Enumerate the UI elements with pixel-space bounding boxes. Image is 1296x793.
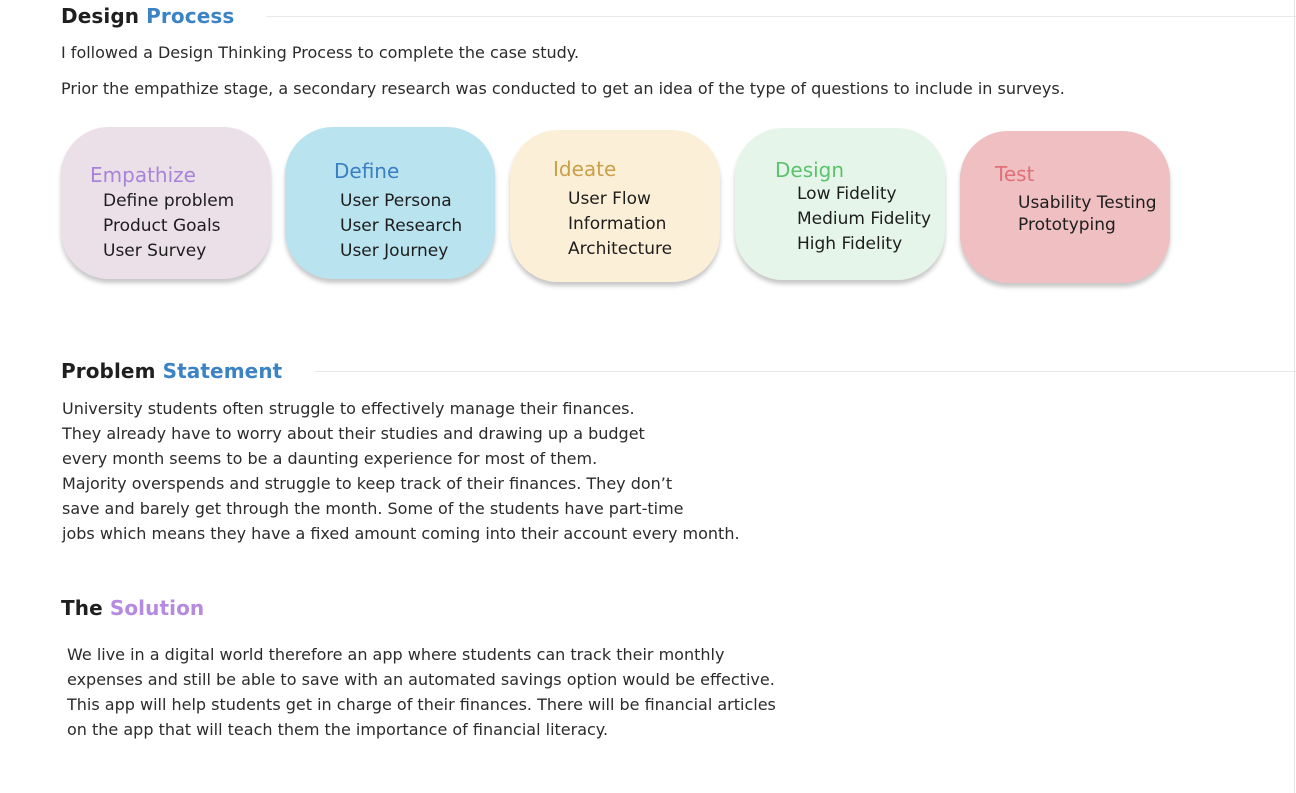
solution-body [67,642,776,742]
stage-item: High Fidelity [797,234,903,254]
design-process-heading [61,4,1296,28]
problem-statement-title [61,359,282,383]
stage-title: Design [775,158,845,182]
heading-prefix: The [61,596,103,620]
heading-accent: Statement [162,359,283,383]
body-line: every month seems to be a daunting experience for most of them. [62,449,598,468]
stage-item: User Flow [568,189,651,209]
solution-title [61,596,204,620]
body-line: This app will help students get in charge of their finances. There will be financial articles [67,695,776,714]
stage-item: Low Fidelity [797,184,897,204]
stage-item: User Research [340,216,463,236]
stage-item: User Survey [103,241,207,261]
stage-items [340,189,462,264]
stage-item: User Persona [340,191,452,211]
stage-item: Medium Fidelity [797,209,932,229]
heading-prefix: Problem [61,359,156,383]
body-line: Majority overspends and struggle to keep track of their finances. They don’t [62,474,673,493]
stage-title: Test [995,162,1035,186]
problem-statement-body [62,396,740,546]
design-process-title [61,4,234,28]
design-process-intro: I followed a Design Thinking Process to complete the case study. [61,43,580,62]
design-process-note: Prior the empathize stage, a secondary research was conducted to get an idea of the type of questions to include in surveys. [61,79,1065,98]
solution-heading [61,596,204,620]
heading-accent: Process [146,4,235,28]
heading-divider [266,16,1296,17]
stage-item: Product Goals [103,216,221,236]
stage-title: Empathize [90,163,196,187]
body-line: We live in a digital world therefore an app where students can track their monthly [67,645,725,664]
stage-items [797,182,931,257]
stage-card-define [285,127,495,279]
stage-title: Define [334,159,400,183]
body-line: They already have to worry about their studies and drawing up a budget [62,424,645,443]
page-right-border [1294,0,1295,793]
heading-prefix: Design [61,4,140,28]
stage-items [103,189,234,264]
stage-item: Define problem [103,191,235,211]
stage-items [1018,192,1157,236]
stage-item: Information [568,214,667,234]
body-line: save and barely get through the month. Some of the students have part-time [62,499,684,518]
body-line: jobs which means they have a fixed amount coming into their account every month. [62,524,740,543]
stage-card-empathize [61,127,271,279]
stage-card-test [960,131,1170,283]
body-line: University students often struggle to effectively manage their finances. [62,399,635,418]
stage-card-ideate [510,130,720,282]
body-line: on the app that will teach them the importance of financial literacy. [67,720,609,739]
stage-item: Usability Testing [1018,193,1157,213]
heading-accent: Solution [109,596,205,620]
stage-card-design [735,128,945,280]
stage-items [568,187,672,262]
stage-title: Ideate [553,157,617,181]
body-line: expenses and still be able to save with an automated savings option would be effective. [67,670,775,689]
stage-item: User Journey [340,241,449,261]
problem-statement-heading [61,359,1296,383]
stage-item: Prototyping [1018,215,1116,235]
heading-divider [314,371,1296,372]
stage-item: Architecture [568,239,673,259]
